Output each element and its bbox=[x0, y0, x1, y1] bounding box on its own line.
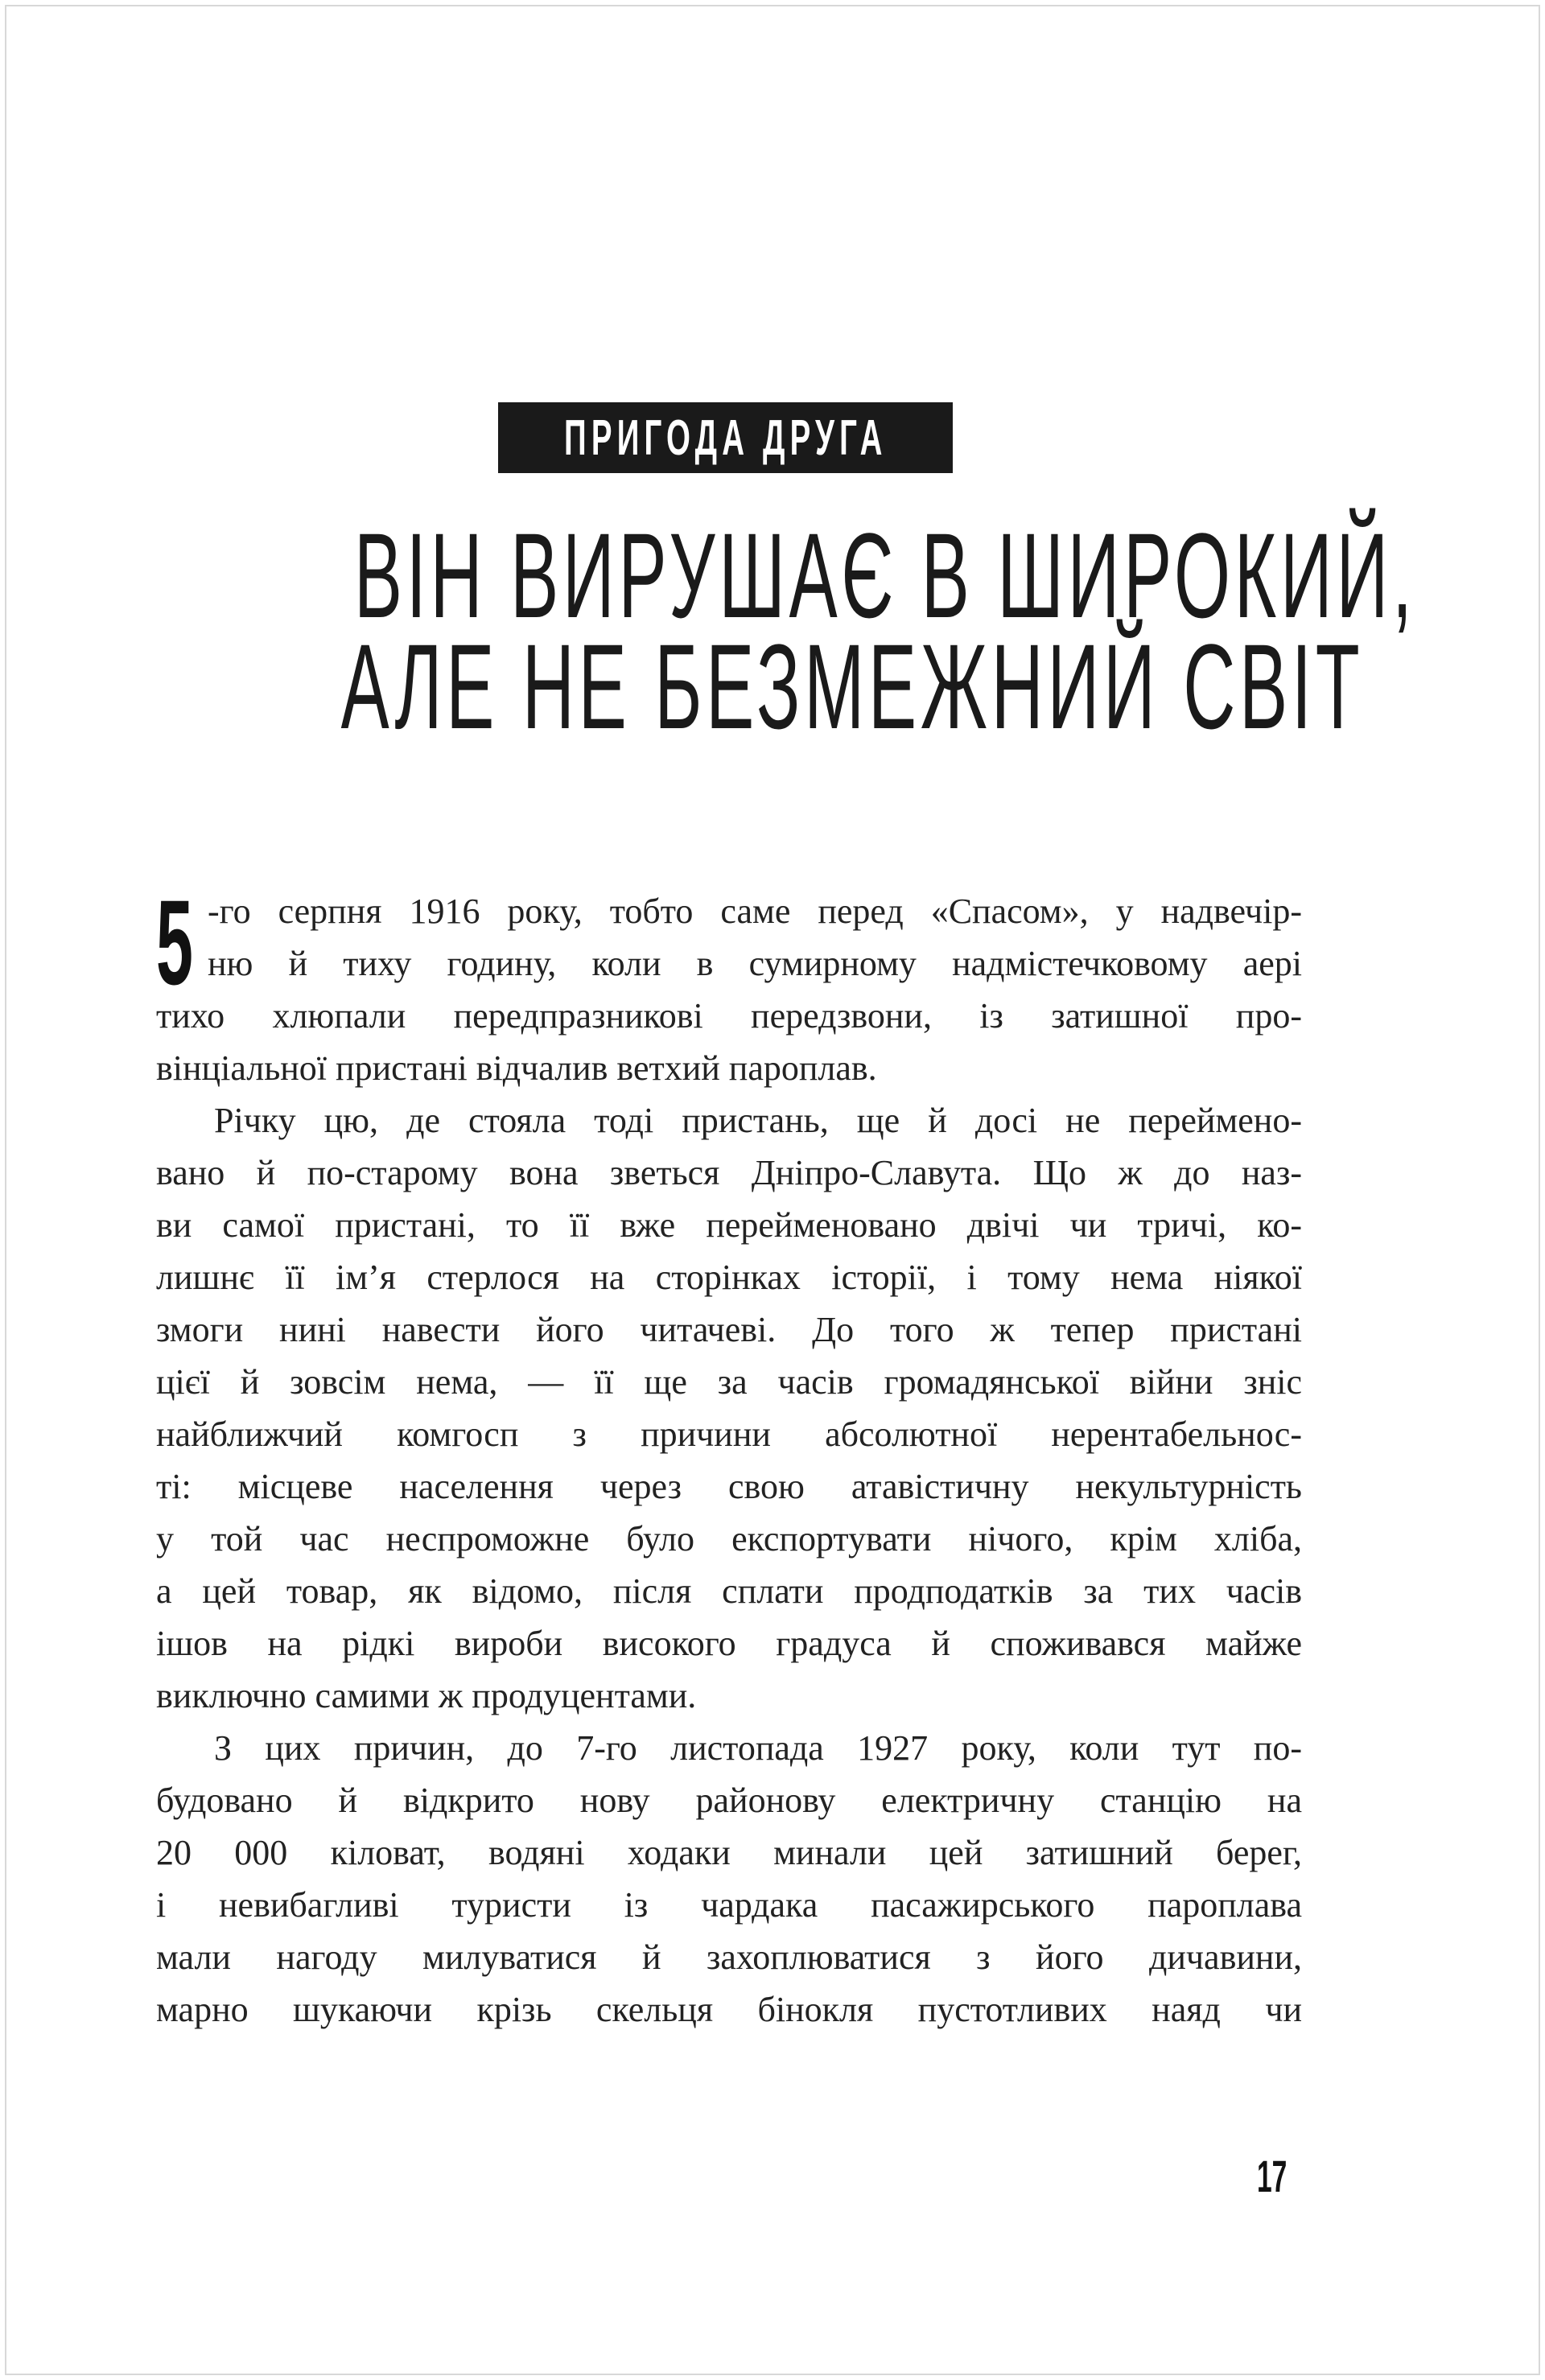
chapter-title-text-2: АЛЕ НЕ БЕЗМЕЖНИЙ СВІТ bbox=[340, 619, 1364, 754]
chapter-label bbox=[498, 402, 953, 473]
text-line: будовано й відкрито нову районову електричну станцію на bbox=[156, 1781, 1302, 1820]
chapter-title-line-1 bbox=[0, 508, 1545, 643]
text-line: тихо хлюпали передпразникові передзвони, із затишної про- bbox=[156, 996, 1302, 1036]
text-line: найближчий комгосп з причини абсолютної нерентабельнос- bbox=[156, 1414, 1302, 1454]
text-line: у той час неспроможне було експортувати нічого, крім хліба, bbox=[156, 1519, 1302, 1559]
text-line: вінціальної пристані відчалив ветхий пароплав. bbox=[156, 1048, 877, 1088]
text-line: виключно самими ж продуцентами. bbox=[156, 1676, 697, 1715]
text-line: ви самої пристані, то її вже перейменовано двічі чи тричі, ко- bbox=[156, 1205, 1302, 1245]
page-number: 17 bbox=[1257, 2151, 1288, 2201]
body-text bbox=[156, 875, 1302, 2036]
text-line: ті: місцеве населення через свою атавістичну некультурність bbox=[156, 1467, 1302, 1506]
chapter-title-text-1: ВІН ВИРУШАЄ В ШИРОКИЙ, bbox=[353, 508, 1416, 643]
text-line: змоги нині навести його читачеві. До того ж тепер пристані bbox=[156, 1310, 1302, 1349]
text-line: а цей товар, як відомо, після сплати продподатків за тих часів bbox=[156, 1571, 1302, 1611]
text-line: ню й тиху годину, коли в сумирному надмістечковому аері bbox=[208, 944, 1302, 983]
text-line: 20 000 кіловат, водяні ходаки минали цей затишний берег, bbox=[156, 1833, 1302, 1872]
text-line: цієї й зовсім нема, — її ще за часів громадянської війни зніс bbox=[156, 1362, 1302, 1402]
chapter-label-text: ПРИГОДА ДРУГА bbox=[563, 410, 888, 466]
text-line: Річку цю, де стояла тоді пристань, ще й досі не перейменo- bbox=[214, 1101, 1302, 1140]
text-line: і невибагливі туристи із чардака пасажирського пароплава bbox=[156, 1885, 1302, 1925]
text-line: -го серпня 1916 року, тобто саме перед «Спасом», у надвечір- bbox=[208, 891, 1302, 931]
chapter-title-line-2 bbox=[0, 619, 1545, 754]
text-line: лишнє її ім’я стерлося на сторінках історії, і тому нема ніякої bbox=[156, 1258, 1302, 1297]
text-line: вано й по-старому вона зветься Дніпро-Славута. Що ж до наз- bbox=[156, 1153, 1302, 1192]
text-line: ішов на рідкі вироби високого градуса й споживався майже bbox=[156, 1624, 1302, 1663]
drop-cap: 5 bbox=[156, 875, 193, 1010]
text-line: З цих причин, до 7-го листопада 1927 року, коли тут по- bbox=[214, 1728, 1302, 1768]
text-line: марно шукаючи крізь скельця бінокля пустотливих наяд чи bbox=[156, 1990, 1302, 2029]
text-line: мали нагоду милуватися й захоплюватися з його дичавини, bbox=[156, 1937, 1302, 1977]
